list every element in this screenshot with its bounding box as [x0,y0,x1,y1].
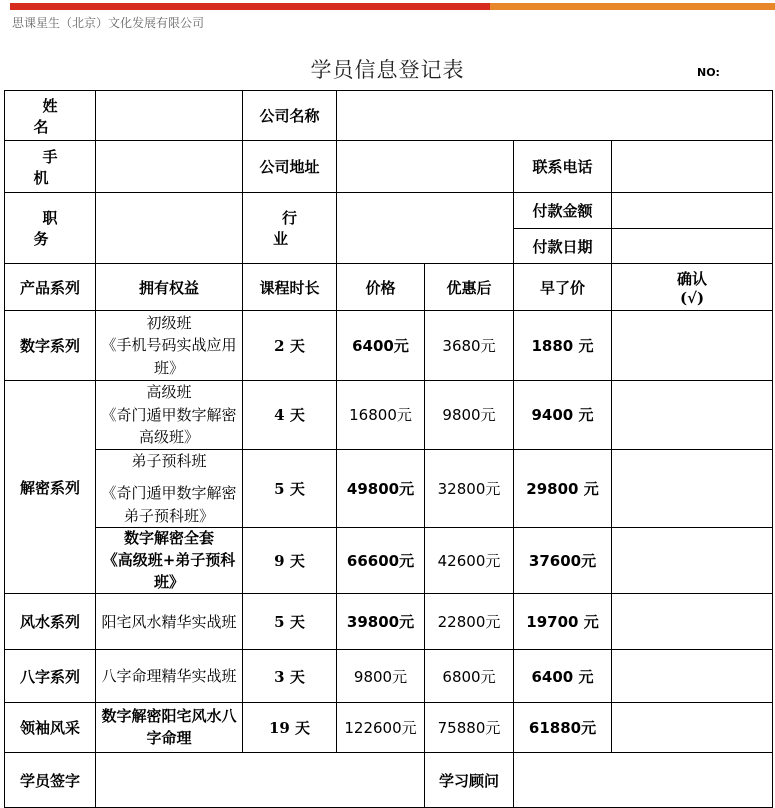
company-address-label: 公司地址 [243,141,337,193]
table-row [5,703,773,753]
duration-cell: 9 天 [243,528,337,594]
early-bird-cell: 29800 元 [514,449,612,528]
discount-cell: 42600元 [425,528,514,594]
early-bird-cell: 61880元 [514,703,612,753]
series-cell: 解密系列 [5,381,96,594]
course-cell: 弟子预科班 《奇门遁甲数字解密弟子预科班》 [96,449,243,528]
early-bird-cell: 6400 元 [514,650,612,703]
table-row [5,650,773,703]
payment-amount-label: 付款金额 [514,193,612,229]
duration-cell: 19 天 [243,703,337,753]
advisor-field[interactable] [514,753,773,808]
col-series: 产品系列 [5,264,96,311]
price-cell: 9800元 [337,650,425,703]
registration-table [4,90,773,808]
industry-field[interactable] [337,193,514,264]
form-title: 学员信息登记表 [310,58,465,82]
series-cell: 领袖风采 [5,703,96,753]
table-row [5,594,773,650]
early-bird-cell: 9400 元 [514,381,612,450]
duration-cell: 3 天 [243,650,337,703]
confirm-cell[interactable] [612,449,773,528]
header-bar-red [10,3,490,10]
course-cell: 数字解密阳宅风水八字命理 [96,703,243,753]
name-label: 姓 名 [5,91,96,141]
duration-cell: 5 天 [243,594,337,650]
series-cell: 风水系列 [5,594,96,650]
col-confirm: 确认 (√) [612,264,773,311]
signature-label: 学员签字 [5,753,96,808]
advisor-label: 学习顾问 [425,753,514,808]
series-cell: 数字系列 [5,311,96,381]
price-cell: 6400元 [337,311,425,381]
confirm-cell[interactable] [612,381,773,450]
table-row [5,311,773,381]
discount-cell: 3680元 [425,311,514,381]
col-discount: 优惠后 [425,264,514,311]
discount-cell: 32800元 [425,449,514,528]
contact-phone-field[interactable] [612,141,773,193]
industry-label: 行 业 [243,193,337,264]
payment-date-field[interactable] [612,229,773,264]
company-name: 思课星生（北京）文化发展有限公司 [12,16,205,30]
name-field[interactable] [96,91,243,141]
confirm-cell[interactable] [612,650,773,703]
price-cell: 39800元 [337,594,425,650]
col-early-bird: 早了价 [514,264,612,311]
contact-phone-label: 联系电话 [514,141,612,193]
confirm-cell[interactable] [612,703,773,753]
company-address-field[interactable] [337,141,514,193]
phone-field[interactable] [96,141,243,193]
price-cell: 66600元 [337,528,425,594]
discount-cell: 75880元 [425,703,514,753]
position-label: 职 务 [5,193,96,264]
course-cell: 数字解密全套 《高级班+弟子预科班》 [96,528,243,594]
duration-cell: 5 天 [243,449,337,528]
signature-field[interactable] [96,753,425,808]
price-cell: 16800元 [337,381,425,450]
course-cell: 初级班 《手机号码实战应用班》 [96,311,243,381]
discount-cell: 6800元 [425,650,514,703]
table-row [5,528,773,594]
header-bar-orange [490,3,775,10]
duration-cell: 4 天 [243,381,337,450]
form-number-label: NO: [697,66,720,79]
price-cell: 49800元 [337,449,425,528]
company-name-label: 公司名称 [243,91,337,141]
header-color-bar [0,0,775,10]
confirm-cell[interactable] [612,528,773,594]
course-cell: 八字命理精华实战班 [96,650,243,703]
col-benefits: 拥有权益 [96,264,243,311]
company-name-field[interactable] [337,91,773,141]
confirm-cell[interactable] [612,311,773,381]
col-price: 价格 [337,264,425,311]
duration-cell: 2 天 [243,311,337,381]
price-cell: 122600元 [337,703,425,753]
table-row [5,449,773,528]
col-duration: 课程时长 [243,264,337,311]
early-bird-cell: 19700 元 [514,594,612,650]
table-row [5,381,773,450]
discount-cell: 9800元 [425,381,514,450]
position-field[interactable] [96,193,243,264]
payment-date-label: 付款日期 [514,229,612,264]
early-bird-cell: 1880 元 [514,311,612,381]
early-bird-cell: 37600元 [514,528,612,594]
confirm-cell[interactable] [612,594,773,650]
payment-amount-field[interactable] [612,193,773,229]
discount-cell: 22800元 [425,594,514,650]
series-cell: 八字系列 [5,650,96,703]
course-cell: 高级班 《奇门遁甲数字解密高级班》 [96,381,243,450]
course-cell: 阳宅风水精华实战班 [96,594,243,650]
phone-label: 手 机 [5,141,96,193]
